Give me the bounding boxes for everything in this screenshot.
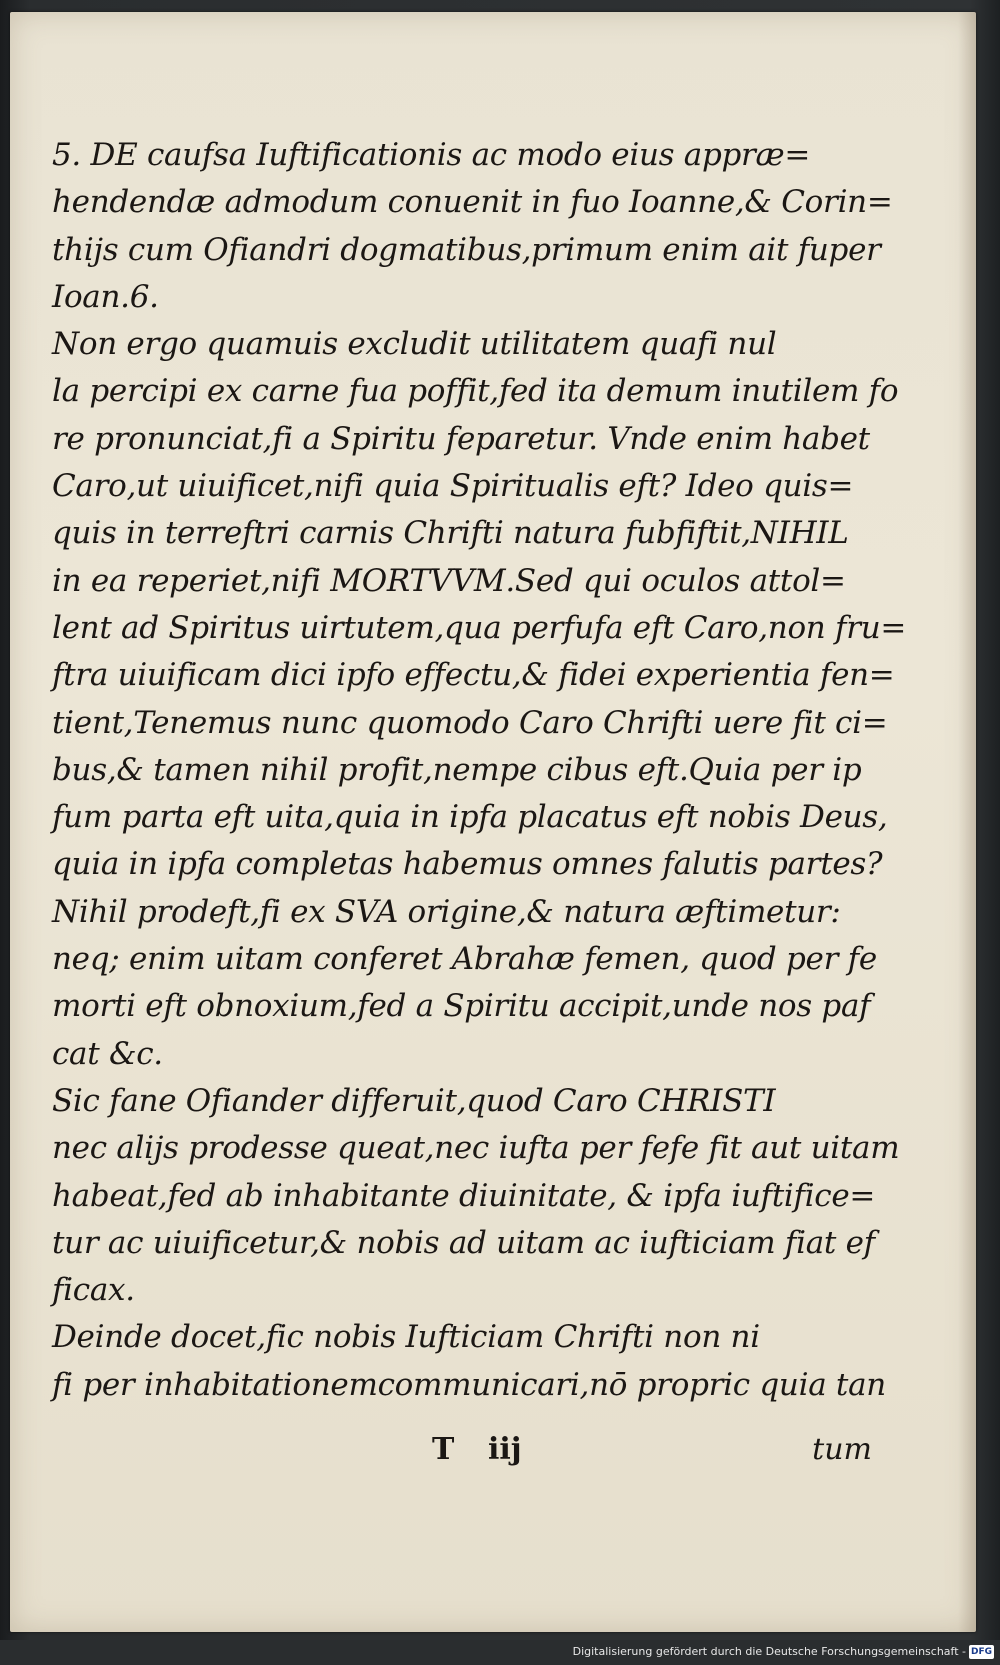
text-line: Non ergo quamuis excludit utilitatem quafi nul: [52, 326, 777, 363]
text-line: Caro,ut uiuificet,nifi quia Spiritualis eft? Ideo quis=: [52, 468, 854, 505]
text-line: cat &c.: [52, 1035, 163, 1072]
text-line: neq; enim uitam conferet Abrahæ femen, quod per fe: [52, 941, 877, 978]
text-line: re pronunciat,fi a Spiritu feparetur. Vnde enim habet: [52, 420, 870, 457]
text-line: Nihil prodeft,fi ex SVA origine,& natura æftimetur:: [52, 893, 841, 930]
text-line: fum parta eft uita,quia in ipfa placatus eft nobis Deus,: [52, 799, 888, 836]
text-line: habeat,fed ab inhabitante diuinitate, & ipfa iuftifice=: [52, 1177, 876, 1214]
page-footer: [52, 1432, 872, 1479]
text-line: 5. DE caufsa Iuftificationis ac modo eius appræ=: [52, 137, 811, 173]
text-line: tur ac uiuificetur,& nobis ad uitam ac iufticiam fiat ef: [52, 1224, 875, 1261]
text-line: Deinde docet,fic nobis Iufticiam Chrifti non ni: [52, 1319, 760, 1356]
text-line: thijs cum Ofiandri dogmatibus,primum enim ait fuper: [52, 231, 881, 268]
text-line: ficax.: [52, 1272, 135, 1309]
text-line: Sic fane Ofiander differuit,quod Caro CHRISTI: [52, 1082, 776, 1119]
signature-number: iij: [488, 1432, 522, 1467]
body-text: [52, 132, 907, 1409]
text-line: la percipi ex carne fua poffit,fed ita demum inutilem fo: [52, 373, 899, 410]
credit-bar: [0, 1640, 1000, 1665]
page-edge-shadow: [958, 12, 976, 1632]
text-line: morti eft obnoxium,fed a Spiritu accipit,unde nos paf: [52, 988, 871, 1025]
text-line: tient,Tenemus nunc quomodo Caro Chrifti uere fit ci=: [52, 704, 888, 741]
catchword: tum: [812, 1432, 872, 1467]
text-line: nec alijs prodesse queat,nec iufta per fefe fit aut uitam: [52, 1130, 900, 1167]
signature-mark: T: [432, 1432, 455, 1467]
dfg-logo-icon: DFG: [970, 1647, 992, 1657]
text-line: ftra uiuificam dici ipfo effectu,& fidei experientia fen=: [52, 657, 895, 694]
text-line: quia in ipfa completas habemus omnes falutis partes?: [52, 846, 883, 883]
text-line: hendendæ admodum conuenit in fuo Ioanne,& Corin=: [52, 184, 893, 221]
text-line: Ioan.6.: [52, 278, 159, 315]
text-line: bus,& tamen nihil profit,nempe cibus eft.Quia per ip: [52, 751, 862, 788]
funding-credit: Digitalisierung gefördert durch die Deutsche Forschungsgemeinschaft -: [572, 1645, 966, 1658]
text-line: in ea reperiet,nifi MORTVVM.Sed qui oculos attol=: [52, 562, 846, 599]
text-line: lent ad Spiritus uirtutem,qua perfufa eft Caro,non fru=: [52, 609, 907, 646]
text-line: fi per inhabitationemcommunicari,nō propric quia tan: [52, 1366, 886, 1403]
text-line: quis in terreftri carnis Chrifti natura fubfiftit,NIHIL: [52, 515, 849, 552]
book-page: [10, 12, 976, 1632]
